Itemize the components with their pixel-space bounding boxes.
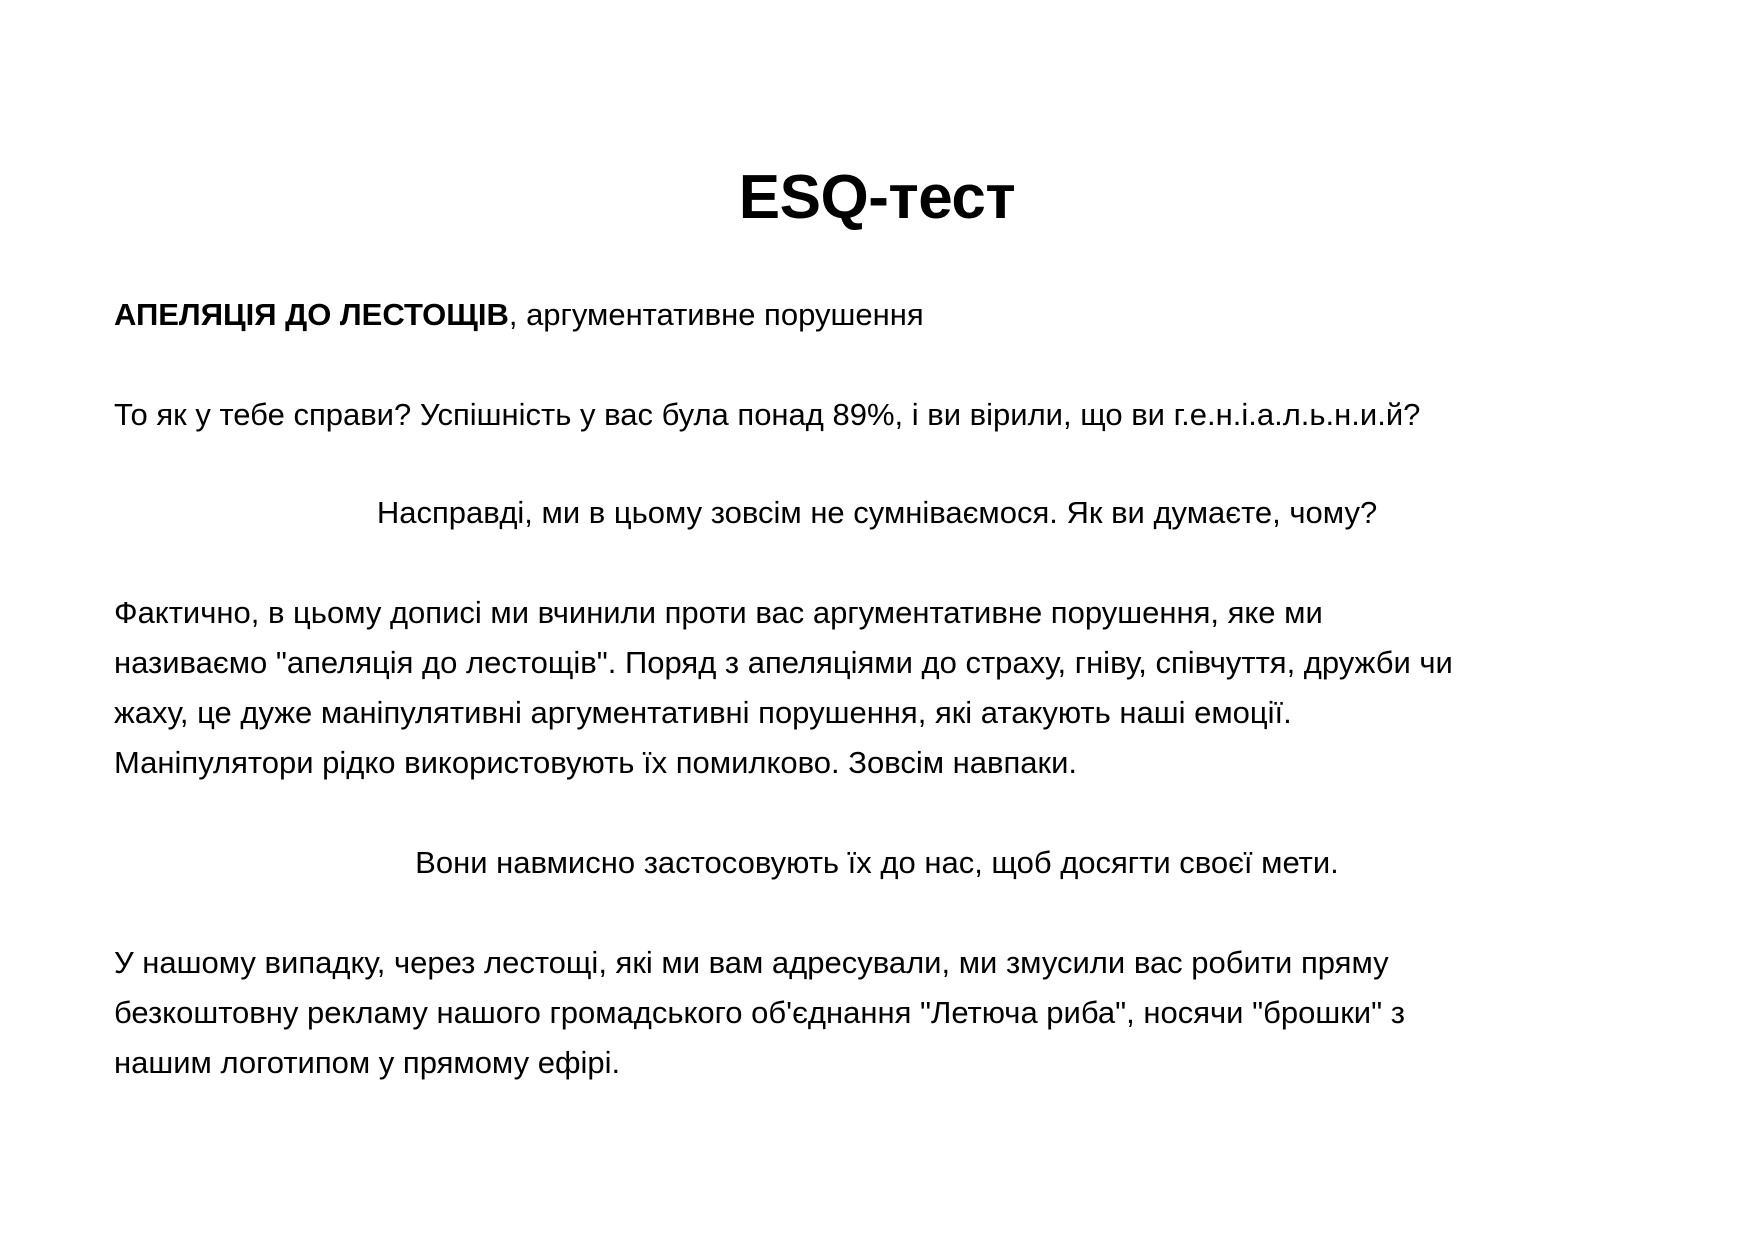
paragraph-5-line: безкоштовну рекламу нашого громадського об'єднання "Летюча риба", носячи "брошки" з [114,995,1405,1030]
paragraph-2: Насправді, ми в цьому зовсім не сумніваємося. Як ви думаєте, чому? [376,495,1378,530]
subtitle-rest: , аргументативне порушення [508,297,924,332]
paragraph-3-line: називаємо "апеляція до лестощів". Поряд з апеляціями до страху, гніву, співчуття, дружби чи [114,645,1453,680]
paragraph-3-line: Маніпулятори рідко використовують їх помилково. Зовсім навпаки. [114,745,1077,780]
subtitle [114,290,1644,340]
page-title: ESQ-тест [738,163,1016,232]
paragraph-5-line: У нашому випадку, через лестощі, які ми вам адресували, ми змусили вас робити пряму [114,945,1389,980]
paragraph-3-line: жаху, це дуже маніпулятивні аргументативні порушення, які атакують наші емоції. [114,695,1292,730]
paragraph-5-line: нашим логотипом у прямому ефірі. [114,1045,621,1080]
subtitle-bold: АПЕЛЯЦІЯ ДО ЛЕСТОЩІВ [114,297,509,332]
paragraph-3 [114,588,1644,788]
paragraph-5 [114,938,1644,1088]
paragraph-4: Вони навмисно застосовують їх до нас, щоб досягти своєї мети. [415,845,1339,880]
paragraph-1: То як у тебе справи? Успішність у вас була понад 89%, і ви вірили, що ви г.е.н.і.а.л.ь.н.и.й? [114,397,1421,432]
paragraph-3-line: Фактично, в цьому дописі ми вчинили проти вас аргументативне порушення, яке ми [114,595,1323,630]
